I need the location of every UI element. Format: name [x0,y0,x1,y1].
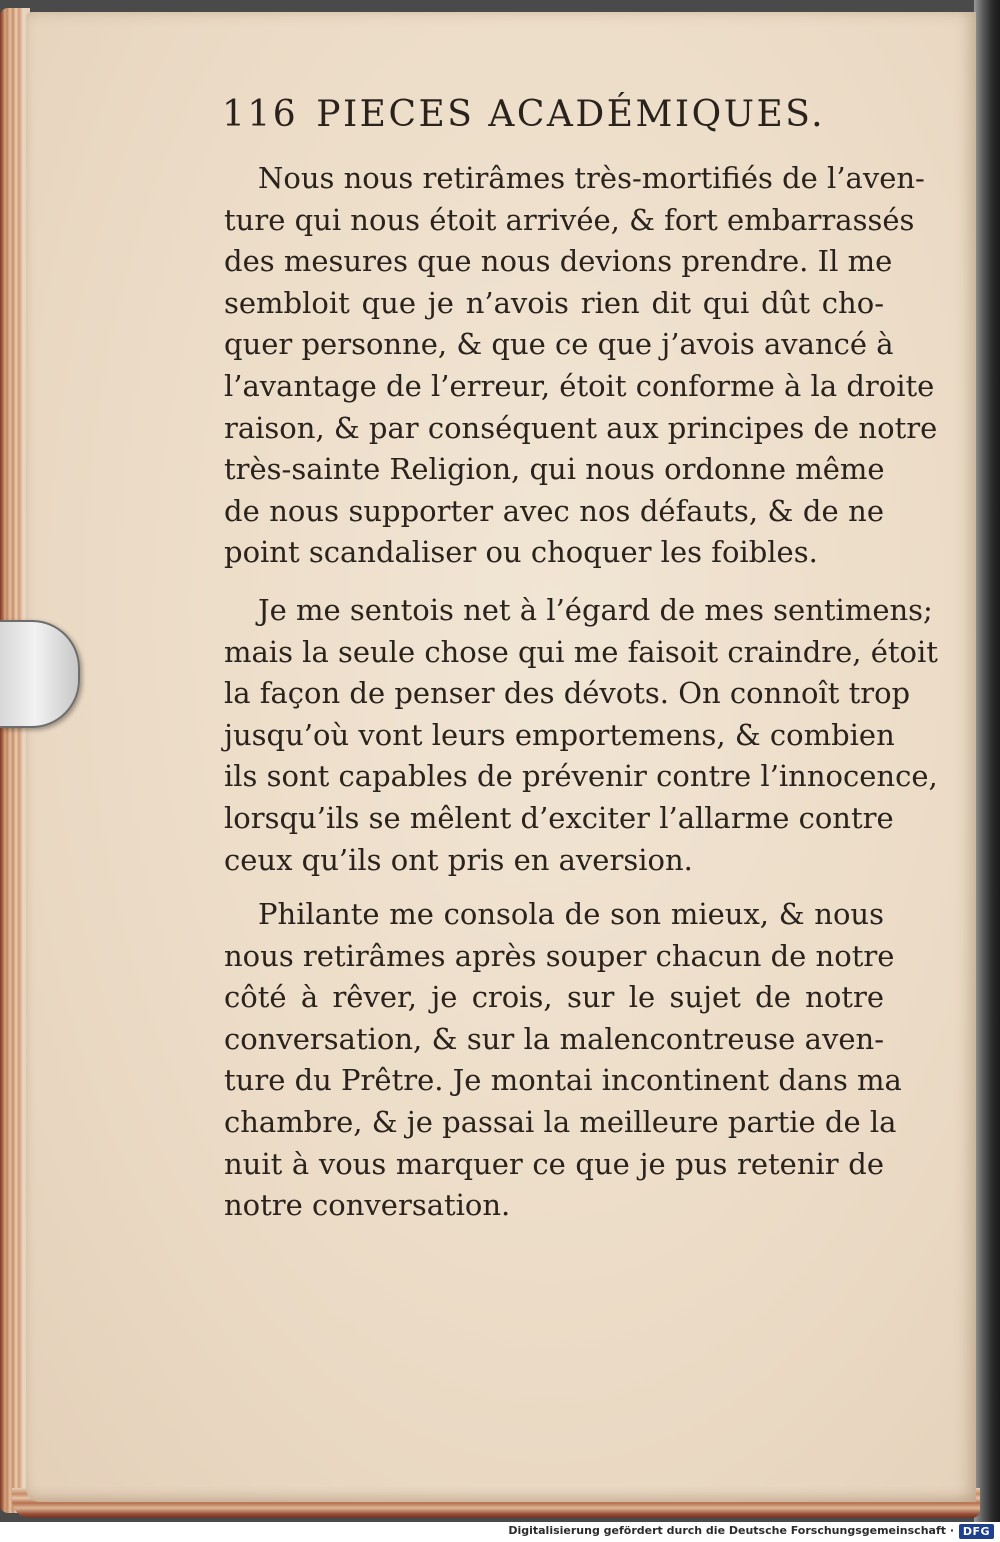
running-title: PIECES ACADÉMIQUES. [316,94,826,135]
paragraph-2 [224,590,938,881]
text-line: mais la seule chose qui me faisoit craindre, étoit [224,634,938,669]
text-line: nous retirâmes après souper chacun de notre [224,938,895,973]
text-line: quer personne, & que ce que j’avois avancé à [224,327,894,362]
text-line: raison, & par conséquent aux principes de notre [224,410,938,445]
text-line: Philante me consola de son mieux, & nous [258,897,884,931]
text-line: jusqu’où vont leurs emportemens, & combien [224,717,895,752]
text-line: point scandaliser ou choquer les foibles. [224,535,818,570]
text-line: chambre, & je passai la meilleure partie de la [224,1104,897,1139]
running-head [222,94,825,135]
text-line: Je me sentois net à l’égard de mes sentimens; [258,593,933,627]
text-line: ceux qu’ils ont pris en aversion. [224,842,693,877]
text-line: sembloit que je n’avois rien dit qui dût cho- [224,285,884,320]
dfg-logo: DFG [959,1524,994,1539]
text-line: Nous nous retirâmes très-mortifiés de l’aven- [258,161,925,195]
text-line: conversation, & sur la malencontreuse aven- [224,1021,884,1056]
paragraph-1 [224,158,938,574]
page-text [26,12,976,1502]
text-line: des mesures que nous devions prendre. Il me [224,244,893,279]
text-line: la façon de penser des dévots. On connoît trop [224,676,911,711]
book-binding [974,0,1000,1542]
text-line: lorsqu’ils se mêlent d’exciter l’allarme contre [224,800,894,835]
text-line: nuit à vous marquer ce que je pus retenir de [224,1146,884,1181]
page-number: 116 [222,94,299,135]
text-line: ils sont capables de prévenir contre l’innocence, [224,759,938,794]
text-line: côté à rêver, je crois, sur le sujet de notre [224,980,884,1015]
text-line: notre conversation. [224,1188,511,1223]
book-page [26,12,976,1502]
digitization-credit: Digitalisierung gefördert durch die Deutsche Forschungsgemeinschaft · [508,1524,954,1537]
text-line: ture du Prêtre. Je montai incontinent dans ma [224,1063,902,1098]
text-line: très-sainte Religion, qui nous ordonne même [224,452,885,487]
text-line: de nous supporter avec nos défauts, & de ne [224,493,884,528]
text-line: l’avantage de l’erreur, étoit conforme à la droite [224,368,935,403]
text-line: ture qui nous étoit arrivée, & fort embarrassés [224,202,915,237]
paragraph-3 [224,894,902,1227]
